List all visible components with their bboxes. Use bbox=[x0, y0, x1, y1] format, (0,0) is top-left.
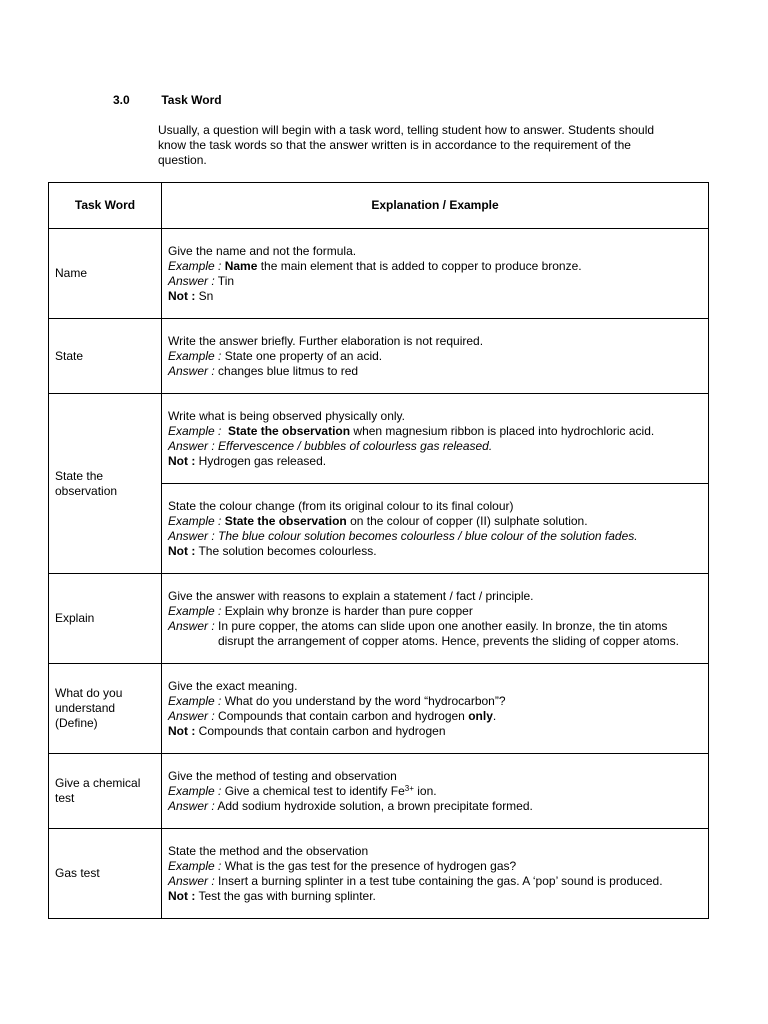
not-text: Compounds that contain carbon and hydrogen bbox=[195, 723, 446, 738]
answer-line bbox=[168, 529, 702, 544]
description: Give the exact meaning. bbox=[168, 678, 298, 693]
table-row bbox=[49, 394, 709, 484]
table-row bbox=[49, 829, 709, 919]
example-label: Example : bbox=[168, 513, 222, 528]
not-text: The solution becomes colourless. bbox=[195, 543, 377, 558]
answer-label: Answer : bbox=[168, 273, 215, 288]
not-text: Hydrogen gas released. bbox=[195, 453, 327, 468]
table-header-row bbox=[49, 183, 709, 229]
answer-label: Answer : bbox=[168, 708, 215, 723]
not-label: Not : bbox=[168, 453, 196, 468]
not-text: Sn bbox=[195, 288, 214, 303]
answer-end: . bbox=[492, 708, 497, 723]
answer-line bbox=[168, 874, 702, 889]
example-label: Example : bbox=[168, 348, 222, 363]
answer-text: Compounds that contain carbon and hydrogen bbox=[214, 708, 469, 723]
ion-charge: 3+ bbox=[404, 783, 414, 793]
description: Give the answer with reasons to explain a statement / fact / principle. bbox=[168, 588, 534, 603]
task-word-bold: Name bbox=[224, 258, 258, 273]
answer-label: Answer : bbox=[168, 798, 215, 813]
answer-emphasis: only bbox=[468, 708, 493, 723]
answer-continuation: disrupt the arrangement of copper atoms. Hence, prevents the sliding of copper atoms. bbox=[218, 633, 679, 648]
not-line bbox=[168, 289, 702, 304]
example-line bbox=[168, 349, 702, 364]
table-row bbox=[49, 754, 709, 829]
not-line bbox=[168, 544, 702, 559]
answer-line bbox=[168, 439, 702, 454]
task-word-cell: Gas test bbox=[49, 829, 162, 919]
example-text: What is the gas test for the presence of hydrogen gas? bbox=[221, 858, 517, 873]
not-line bbox=[168, 724, 702, 739]
task-word-bold: State the observation bbox=[228, 423, 351, 438]
not-line bbox=[168, 889, 702, 904]
not-label: Not : bbox=[168, 723, 196, 738]
task-word-cell: What do you understand (Define) bbox=[49, 664, 162, 754]
description: State the method and the observation bbox=[168, 843, 369, 858]
answer-text: The blue colour solution becomes colourless / blue colour of the solution fades. bbox=[218, 528, 638, 543]
answer-line bbox=[168, 619, 702, 634]
section-heading bbox=[113, 93, 222, 108]
header-explanation: Explanation / Example bbox=[162, 183, 709, 229]
explanation-cell bbox=[162, 484, 709, 574]
answer-text: Effervescence / bubbles of colourless gas released. bbox=[218, 438, 493, 453]
example-line bbox=[168, 514, 702, 529]
example-label: Example : bbox=[168, 783, 222, 798]
task-word-cell: State the observation bbox=[49, 394, 162, 574]
not-text: Test the gas with burning splinter. bbox=[195, 888, 376, 903]
not-label: Not : bbox=[168, 543, 196, 558]
explanation-cell bbox=[162, 754, 709, 829]
explanation-cell bbox=[162, 829, 709, 919]
not-line bbox=[168, 454, 702, 469]
answer-text: Insert a burning splinter in a test tube containing the gas. A ‘pop’ sound is produced. bbox=[214, 873, 663, 888]
explanation-cell bbox=[162, 574, 709, 664]
table-row bbox=[49, 319, 709, 394]
example-line bbox=[168, 604, 702, 619]
answer-text: Tin bbox=[214, 273, 235, 288]
example-text: What do you understand by the word “hydrocarbon”? bbox=[221, 693, 506, 708]
table-row bbox=[49, 574, 709, 664]
example-label: Example : bbox=[168, 423, 222, 438]
answer-label: Answer : bbox=[168, 438, 215, 453]
task-word-cell: Name bbox=[49, 229, 162, 319]
section-title: Task Word bbox=[161, 93, 222, 107]
example-text: State one property of an acid. bbox=[221, 348, 383, 363]
example-label: Example : bbox=[168, 693, 222, 708]
not-label: Not : bbox=[168, 288, 196, 303]
description: Give the name and not the formula. bbox=[168, 243, 357, 258]
answer-line bbox=[168, 709, 702, 724]
not-label: Not : bbox=[168, 888, 196, 903]
answer-line bbox=[168, 274, 702, 289]
answer-text: changes blue litmus to red bbox=[214, 363, 359, 378]
intro-paragraph: Usually, a question will begin with a task word, telling student how to answer. Students should know the task words so that the answer written is in accordance to the requirement of the question. bbox=[158, 123, 655, 167]
answer-text: Add sodium hydroxide solution, a brown precipitate formed. bbox=[214, 798, 533, 813]
example-end: ion. bbox=[413, 783, 437, 798]
example-text: when magnesium ribbon is placed into hydrochloric acid. bbox=[350, 423, 655, 438]
header-task-word: Task Word bbox=[49, 183, 162, 229]
answer-label: Answer : bbox=[168, 618, 215, 633]
explanation-cell bbox=[162, 229, 709, 319]
answer-line bbox=[168, 799, 702, 814]
example-line bbox=[168, 784, 702, 799]
table-row bbox=[49, 664, 709, 754]
answer-line bbox=[168, 364, 702, 379]
explanation-cell bbox=[162, 319, 709, 394]
task-word-cell: Give a chemical test bbox=[49, 754, 162, 829]
example-text: the main element that is added to copper to produce bronze. bbox=[257, 258, 582, 273]
example-text: Give a chemical test to identify Fe bbox=[221, 783, 405, 798]
example-line bbox=[168, 424, 702, 439]
task-word-cell: Explain bbox=[49, 574, 162, 664]
example-label: Example : bbox=[168, 603, 222, 618]
answer-text: In pure copper, the atoms can slide upon one another easily. In bronze, the tin atoms bbox=[214, 618, 668, 633]
description: Write what is being observed physically only. bbox=[168, 408, 405, 423]
example-text: on the colour of copper (II) sulphate solution. bbox=[346, 513, 588, 528]
example-line bbox=[168, 259, 702, 274]
example-label: Example : bbox=[168, 258, 222, 273]
answer-label: Answer : bbox=[168, 528, 215, 543]
answer-label: Answer : bbox=[168, 363, 215, 378]
table-row bbox=[49, 229, 709, 319]
task-word-bold: State the observation bbox=[224, 513, 347, 528]
section-number: 3.0 bbox=[113, 93, 130, 107]
description: Write the answer briefly. Further elaboration is not required. bbox=[168, 333, 484, 348]
example-text: Explain why bronze is harder than pure copper bbox=[221, 603, 473, 618]
example-line bbox=[168, 694, 702, 709]
answer-label: Answer : bbox=[168, 873, 215, 888]
explanation-cell bbox=[162, 394, 709, 484]
task-word-table bbox=[48, 182, 709, 919]
example-line bbox=[168, 859, 702, 874]
example-label: Example : bbox=[168, 858, 222, 873]
description: Give the method of testing and observation bbox=[168, 768, 397, 783]
task-word-cell: State bbox=[49, 319, 162, 394]
description: State the colour change (from its original colour to its final colour) bbox=[168, 498, 514, 513]
explanation-cell bbox=[162, 664, 709, 754]
